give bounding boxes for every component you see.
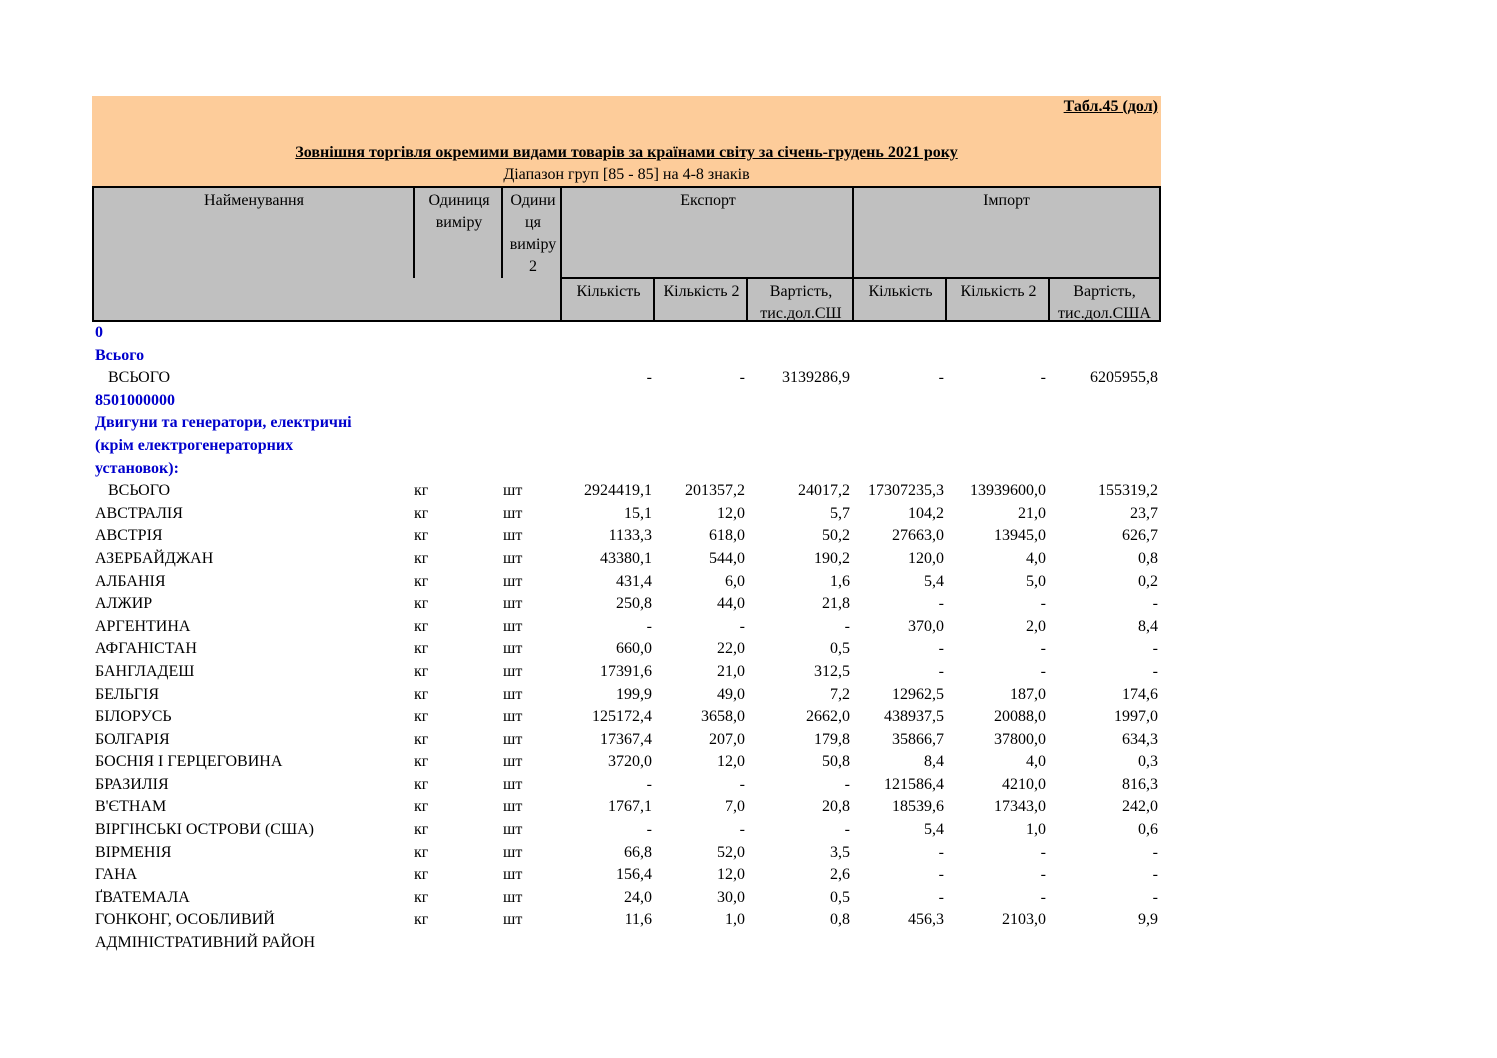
unit1: кг — [414, 843, 429, 861]
header-name: Найменування — [204, 192, 304, 209]
unit1: кг — [414, 753, 429, 771]
section-title: (крім електрогенераторних — [95, 436, 294, 454]
header-divider — [945, 277, 947, 320]
import-value: 174,6 — [1122, 685, 1158, 703]
export-qty: 431,4 — [616, 572, 652, 590]
import-qty: - — [938, 640, 944, 658]
export-qty2: - — [739, 775, 745, 793]
export-value: 0,5 — [830, 888, 850, 906]
country-row — [92, 503, 1161, 526]
export-qty2: 49,0 — [717, 685, 745, 703]
import-qty: 17307235,3 — [868, 482, 944, 500]
import-value: 0,3 — [1138, 753, 1158, 771]
export-value: 7,2 — [830, 685, 850, 703]
unit2: шт — [503, 888, 523, 906]
country-row — [92, 571, 1161, 594]
export-qty2: 44,0 — [717, 595, 745, 613]
export-qty: - — [646, 369, 652, 387]
country-row — [92, 796, 1161, 819]
unit2: шт — [503, 843, 523, 861]
header-unit1: Одиниця виміру — [428, 192, 490, 231]
unit2: шт — [503, 730, 523, 748]
export-qty2: - — [739, 369, 745, 387]
import-qty: 8,4 — [924, 753, 944, 771]
export-qty2: 30,0 — [717, 888, 745, 906]
import-qty: 35866,7 — [892, 730, 944, 748]
export-value: 0,5 — [830, 640, 850, 658]
country-name: ҐВАТЕМАЛА — [95, 888, 190, 906]
import-qty2: 5,0 — [1026, 572, 1046, 590]
import-qty: - — [938, 866, 944, 884]
unit1: кг — [414, 911, 429, 929]
unit1: кг — [414, 798, 429, 816]
export-qty: 1767,1 — [608, 798, 652, 816]
section-title: Всього — [95, 346, 145, 364]
import-qty2: - — [1040, 640, 1046, 658]
export-qty2: 618,0 — [709, 527, 745, 545]
import-qty: 456,3 — [908, 911, 944, 929]
table-header — [92, 186, 1161, 322]
import-value: 8,4 — [1138, 617, 1158, 635]
country-name: БАНГЛАДЕШ — [95, 662, 195, 680]
import-qty: 5,4 — [924, 572, 944, 590]
unit1: кг — [414, 617, 429, 635]
import-value: - — [1152, 843, 1158, 861]
import-value: - — [1152, 888, 1158, 906]
country-row — [92, 525, 1161, 548]
export-qty2: 544,0 — [709, 549, 745, 567]
export-value: 1,6 — [830, 572, 850, 590]
export-qty: 24,0 — [624, 888, 652, 906]
export-qty: 156,4 — [616, 866, 652, 884]
export-qty2: 12,0 — [717, 753, 745, 771]
export-value: 190,2 — [814, 549, 850, 567]
country-name: АВСТРАЛІЯ — [95, 504, 183, 522]
unit2: шт — [503, 866, 523, 884]
export-value: 2,6 — [830, 866, 850, 884]
import-qty2: 21,0 — [1018, 504, 1046, 522]
export-qty: - — [646, 821, 652, 839]
import-value: - — [1152, 595, 1158, 613]
country-name: АФГАНІСТАН — [95, 640, 197, 658]
export-value: 3,5 — [830, 843, 850, 861]
export-qty: 3720,0 — [608, 753, 652, 771]
header-divider — [653, 277, 655, 320]
country-row — [92, 616, 1161, 639]
import-qty2: - — [1040, 843, 1046, 861]
export-value: 50,2 — [822, 527, 850, 545]
export-qty: 66,8 — [624, 843, 652, 861]
country-row — [92, 819, 1161, 842]
export-qty: 17391,6 — [600, 662, 652, 680]
country-row — [92, 684, 1161, 707]
import-qty: 12962,5 — [892, 685, 944, 703]
unit2: шт — [503, 753, 523, 771]
import-value: 0,2 — [1138, 572, 1158, 590]
import-qty: - — [938, 888, 944, 906]
header-divider — [1048, 277, 1050, 320]
section-code: 0 — [95, 324, 103, 341]
export-qty: 125172,4 — [592, 708, 652, 726]
export-qty2: - — [739, 821, 745, 839]
import-qty2: - — [1040, 866, 1046, 884]
report-banner — [92, 96, 1161, 186]
table-body — [92, 322, 1161, 955]
unit2: шт — [503, 911, 523, 929]
unit2: шт — [503, 504, 523, 522]
unit1: кг — [414, 775, 429, 793]
country-name: АРГЕНТИНА — [95, 617, 191, 635]
header-divider — [852, 188, 854, 320]
country-name: БЕЛЬГІЯ — [95, 685, 160, 703]
unit2: шт — [503, 821, 523, 839]
export-value: - — [844, 617, 850, 635]
unit2: шт — [503, 595, 523, 613]
export-qty2: 1,0 — [725, 911, 745, 929]
export-qty: - — [646, 617, 652, 635]
import-value: 9,9 — [1138, 911, 1158, 929]
country-name: АДМІНІСТРАТИВНИЙ РАЙОН — [95, 934, 316, 952]
section-title: установок): — [95, 459, 179, 477]
country-row — [92, 661, 1161, 684]
import-value: 155319,2 — [1098, 482, 1158, 500]
export-qty: 1133,3 — [608, 527, 652, 545]
unit1: кг — [414, 504, 429, 522]
unit2: шт — [503, 798, 523, 816]
export-value: 24017,2 — [798, 482, 850, 500]
unit1: кг — [414, 708, 429, 726]
table-reference: Табл.45 (дол) — [1063, 98, 1158, 115]
country-row-continuation — [92, 932, 1161, 955]
import-value: 0,8 — [1138, 549, 1158, 567]
import-qty: 5,4 — [924, 821, 944, 839]
export-qty2: 12,0 — [717, 866, 745, 884]
import-qty: - — [938, 662, 944, 680]
country-name: АЛБАНІЯ — [95, 572, 166, 590]
import-value: 242,0 — [1122, 798, 1158, 816]
header-export: Експорт — [680, 192, 736, 209]
export-value: 21,8 — [822, 595, 850, 613]
unit2: шт — [503, 572, 523, 590]
export-qty: 660,0 — [616, 640, 652, 658]
header-import: Імпорт — [983, 192, 1030, 209]
import-qty2: 4,0 — [1026, 753, 1046, 771]
report-title: Зовнішня торгівля окремими видами товарів за країнами світу за січень-грудень 2021 року — [295, 144, 958, 161]
section-code: 8501000000 — [95, 391, 175, 409]
export-qty: 11,6 — [624, 911, 652, 929]
header-divider — [746, 277, 748, 320]
import-value: 626,7 — [1122, 527, 1158, 545]
unit1: кг — [414, 640, 429, 658]
section-title: Двигуни та генератори, електричні — [95, 414, 352, 432]
export-value: 20,8 — [822, 798, 850, 816]
import-value: - — [1152, 640, 1158, 658]
import-qty: 27663,0 — [892, 527, 944, 545]
import-qty2: 20088,0 — [994, 708, 1046, 726]
unit2: шт — [503, 482, 523, 500]
report-subtitle: Діапазон груп [85 - 85] на 4-8 знаків — [503, 166, 750, 183]
report-sheet — [92, 96, 1161, 955]
import-qty2: 2,0 — [1026, 617, 1046, 635]
header-export-qty2: Кількість 2 — [663, 283, 740, 300]
export-value: 50,8 — [822, 753, 850, 771]
unit2: шт — [503, 708, 523, 726]
export-value: 179,8 — [814, 730, 850, 748]
country-name: БОСНІЯ І ГЕРЦЕГОВИНА — [95, 753, 283, 771]
export-qty2: 207,0 — [709, 730, 745, 748]
country-name: ВІРГІНСЬКІ ОСТРОВИ (США) — [95, 821, 314, 839]
unit1: кг — [414, 866, 429, 884]
export-qty2: 21,0 — [717, 662, 745, 680]
country-name: ГОНКОНГ, ОСОБЛИВИЙ — [95, 911, 275, 929]
import-value: 0,6 — [1138, 821, 1158, 839]
country-name: ГАНА — [95, 866, 138, 884]
export-qty: 250,8 — [616, 595, 652, 613]
export-value: 312,5 — [814, 662, 850, 680]
import-qty2: 187,0 — [1010, 685, 1046, 703]
header-export-value: Вартість, тис.дол.СШ — [760, 283, 842, 322]
country-name: БРАЗИЛІЯ — [95, 775, 169, 793]
import-qty2: - — [1040, 369, 1046, 387]
country-name: ВСЬОГО — [108, 369, 171, 387]
import-qty: - — [938, 595, 944, 613]
export-qty2: 201357,2 — [685, 482, 745, 500]
import-value: 1997,0 — [1114, 708, 1158, 726]
unit2: шт — [503, 662, 523, 680]
export-value: 5,7 — [830, 504, 850, 522]
unit1: кг — [414, 482, 429, 500]
header-divider — [560, 277, 1159, 279]
header-import-qty2: Кількість 2 — [960, 283, 1037, 300]
import-qty2: 13945,0 — [994, 527, 1046, 545]
country-row — [92, 638, 1161, 661]
import-qty: - — [938, 369, 944, 387]
unit1: кг — [414, 730, 429, 748]
import-qty2: - — [1040, 662, 1046, 680]
country-row — [92, 774, 1161, 797]
import-value: 23,7 — [1130, 504, 1158, 522]
import-value: - — [1152, 662, 1158, 680]
import-qty: 104,2 — [908, 504, 944, 522]
country-name: ВСЬОГО — [108, 482, 171, 500]
country-row — [92, 706, 1161, 729]
unit2: шт — [503, 640, 523, 658]
country-name: АВСТРІЯ — [95, 527, 163, 545]
import-value: 634,3 — [1122, 730, 1158, 748]
unit1: кг — [414, 572, 429, 590]
unit2: шт — [503, 775, 523, 793]
import-qty2: 17343,0 — [994, 798, 1046, 816]
export-value: 0,8 — [830, 911, 850, 929]
country-row — [92, 842, 1161, 865]
import-qty2: 2103,0 — [1002, 911, 1046, 929]
import-qty: 18539,6 — [892, 798, 944, 816]
export-qty2: 3658,0 — [701, 708, 745, 726]
unit1: кг — [414, 685, 429, 703]
unit2: шт — [503, 527, 523, 545]
country-row — [92, 751, 1161, 774]
total-row — [92, 367, 1161, 390]
country-row — [92, 909, 1161, 932]
header-export-qty: Кількість — [576, 283, 641, 300]
country-name: БОЛГАРІЯ — [95, 730, 170, 748]
export-qty: 43380,1 — [600, 549, 652, 567]
country-row — [92, 593, 1161, 616]
header-divider — [413, 188, 415, 278]
import-qty: 438937,5 — [884, 708, 944, 726]
header-import-qty: Кількість — [868, 283, 933, 300]
country-name: В'ЄТНАМ — [95, 798, 167, 816]
country-row — [92, 729, 1161, 752]
import-value: 6205955,8 — [1090, 369, 1158, 387]
country-name: ВІРМЕНІЯ — [95, 843, 172, 861]
export-value: - — [844, 775, 850, 793]
unit1: кг — [414, 527, 429, 545]
import-value: - — [1152, 866, 1158, 884]
unit1: кг — [414, 595, 429, 613]
unit1: кг — [414, 888, 429, 906]
header-divider — [501, 188, 503, 278]
import-qty2: - — [1040, 595, 1046, 613]
import-qty2: - — [1040, 888, 1046, 906]
export-qty2: 22,0 — [717, 640, 745, 658]
export-qty: 199,9 — [616, 685, 652, 703]
import-qty2: 4,0 — [1026, 549, 1046, 567]
export-value: 2662,0 — [806, 708, 850, 726]
export-qty2: 7,0 — [725, 798, 745, 816]
import-qty: 121586,4 — [884, 775, 944, 793]
export-qty: 2924419,1 — [584, 482, 652, 500]
unit2: шт — [503, 617, 523, 635]
import-qty2: 13939600,0 — [970, 482, 1046, 500]
unit1: кг — [414, 821, 429, 839]
country-name: БІЛОРУСЬ — [95, 708, 172, 726]
export-qty2: 52,0 — [717, 843, 745, 861]
export-qty: 15,1 — [624, 504, 652, 522]
import-qty: 370,0 — [908, 617, 944, 635]
country-name: АЗЕРБАЙДЖАН — [95, 549, 214, 567]
import-qty2: 4210,0 — [1002, 775, 1046, 793]
header-import-value: Вартість, тис.дол.США — [1058, 283, 1151, 322]
header-unit2: Одини ця виміру 2 — [509, 192, 557, 275]
import-qty2: 37800,0 — [994, 730, 1046, 748]
country-row — [92, 548, 1161, 571]
export-value: - — [844, 821, 850, 839]
unit1: кг — [414, 662, 429, 680]
unit1: кг — [414, 549, 429, 567]
import-qty: - — [938, 843, 944, 861]
import-qty: 120,0 — [908, 549, 944, 567]
import-value: 816,3 — [1122, 775, 1158, 793]
country-name: АЛЖИР — [95, 595, 153, 613]
country-row — [92, 864, 1161, 887]
unit2: шт — [503, 685, 523, 703]
unit2: шт — [503, 549, 523, 567]
country-row — [92, 887, 1161, 910]
export-qty2: - — [739, 617, 745, 635]
export-value: 3139286,9 — [782, 369, 850, 387]
export-qty: 17367,4 — [600, 730, 652, 748]
total-row — [92, 480, 1161, 503]
header-divider — [560, 188, 562, 320]
export-qty: - — [646, 775, 652, 793]
export-qty2: 12,0 — [717, 504, 745, 522]
export-qty2: 6,0 — [725, 572, 745, 590]
import-qty2: 1,0 — [1026, 821, 1046, 839]
